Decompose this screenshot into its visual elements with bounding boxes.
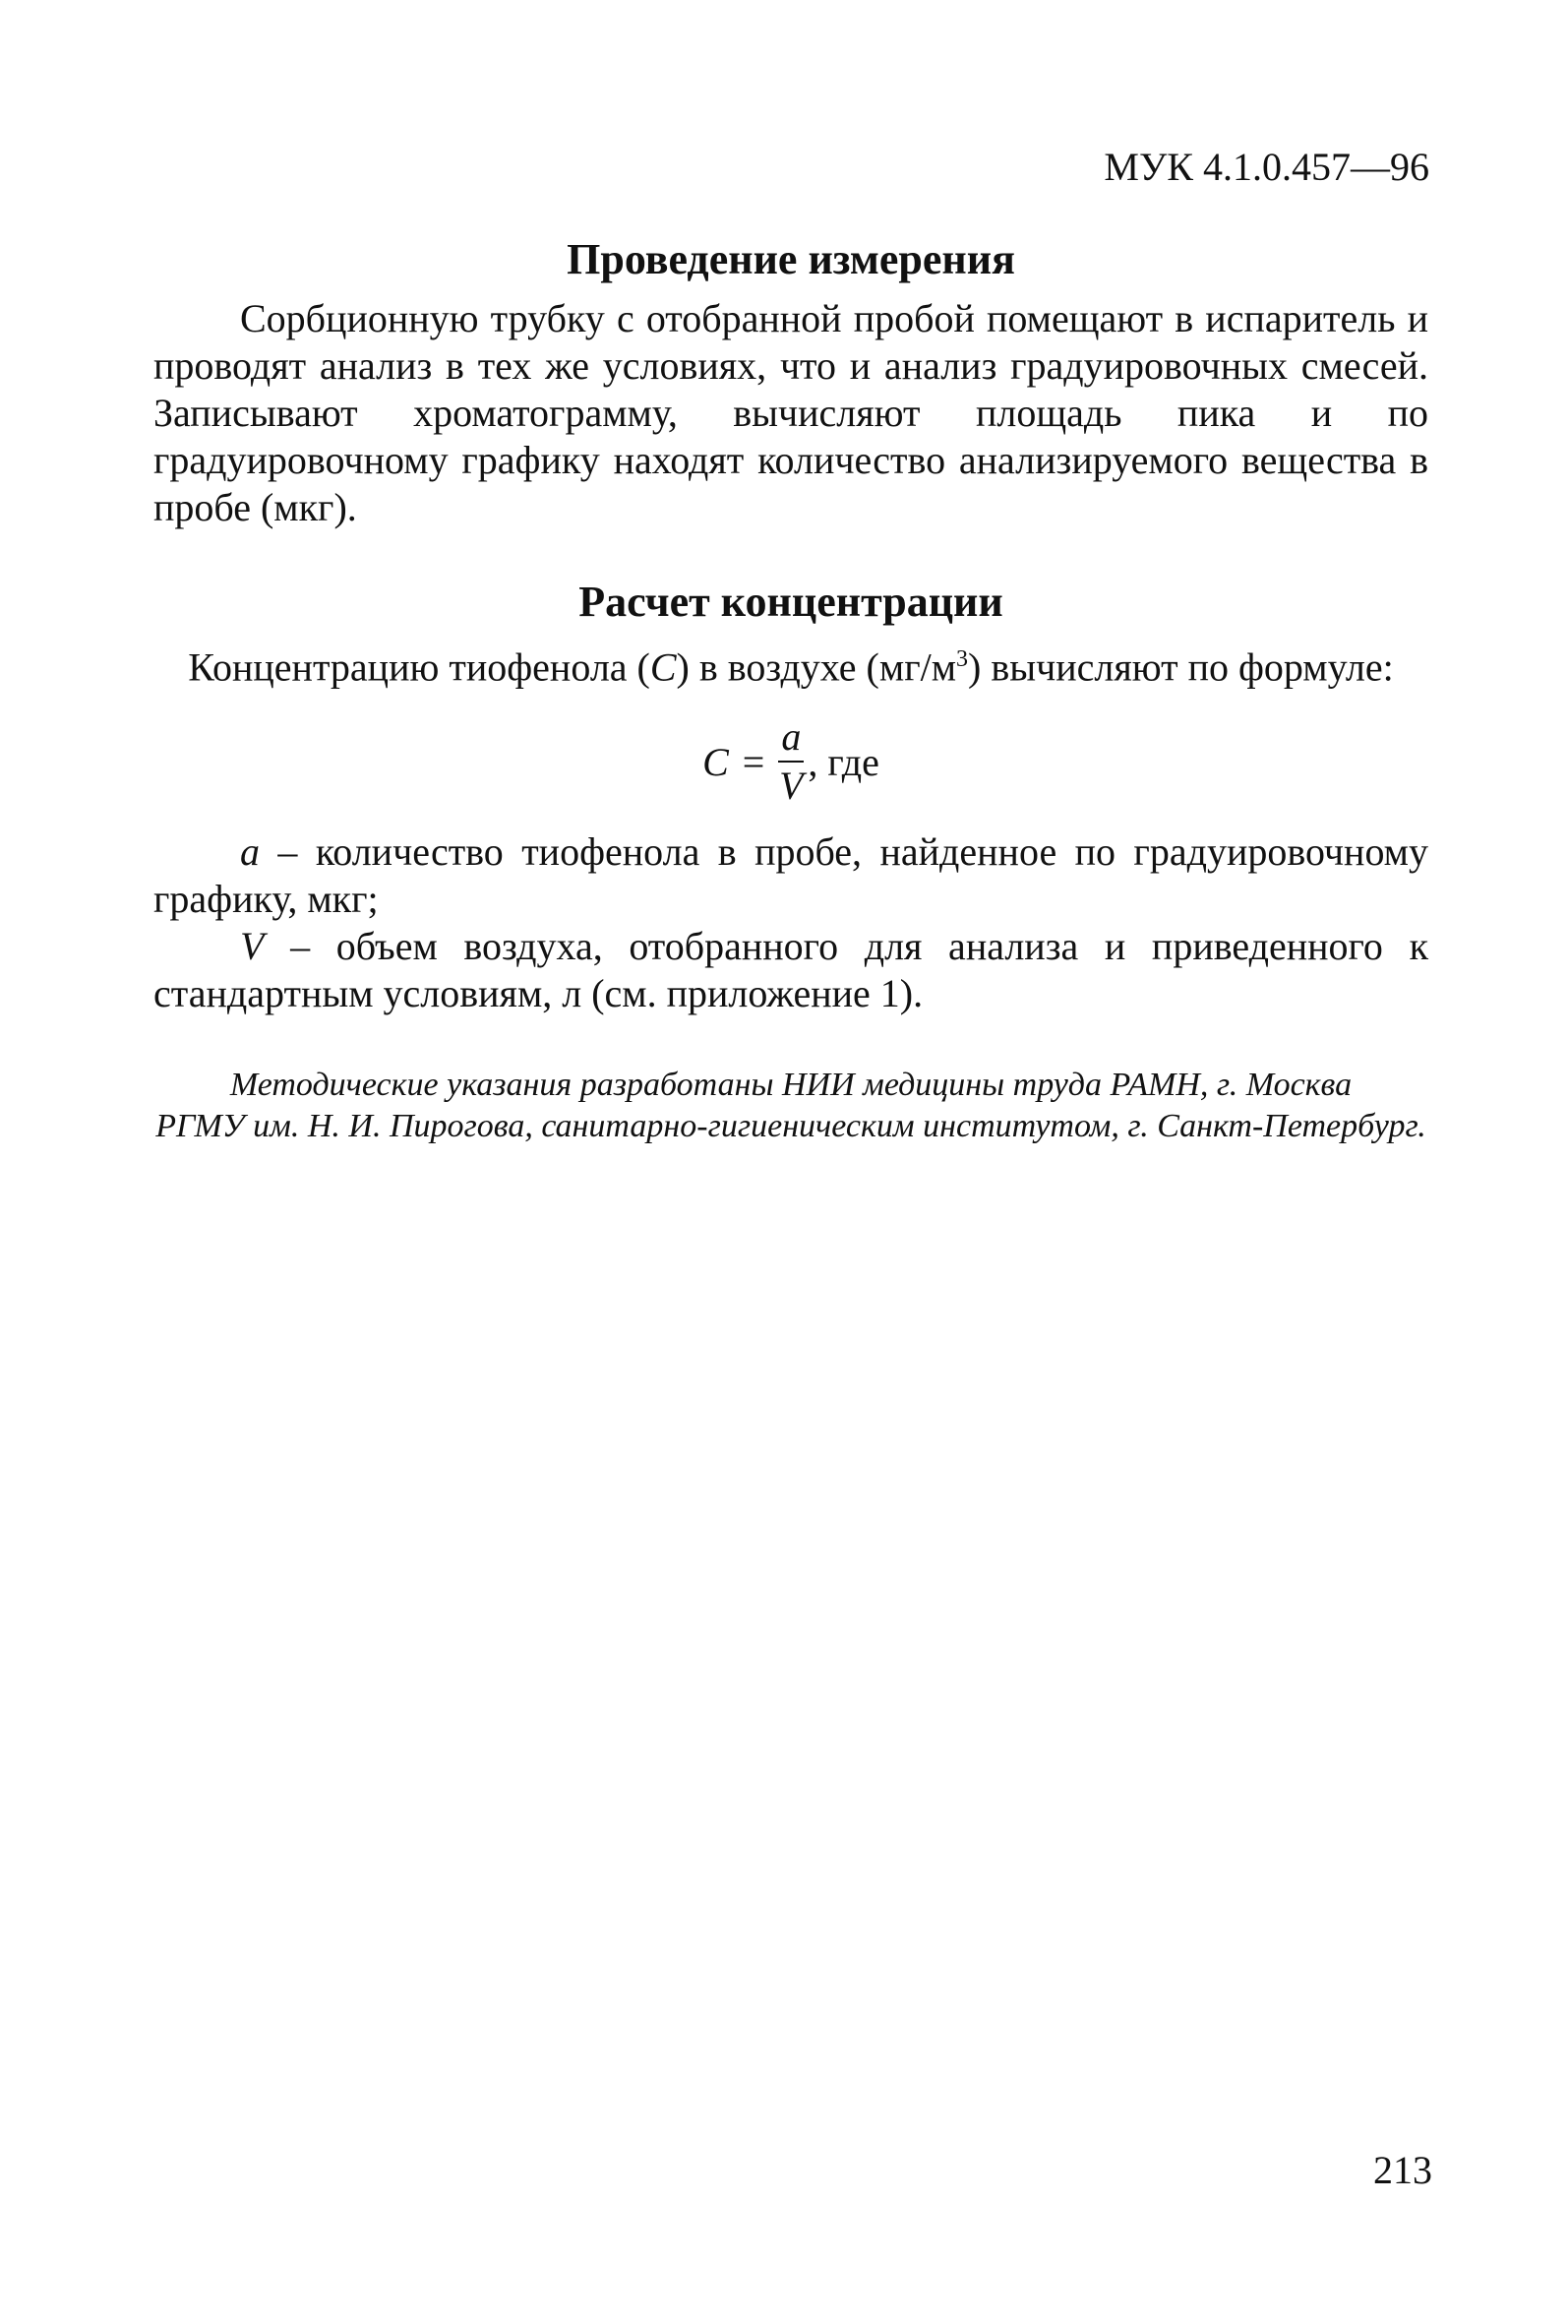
page-content — [153, 232, 1428, 1147]
intro-text-after: ) вычисляют по формуле: — [968, 644, 1394, 690]
intro-variable: С — [649, 644, 677, 690]
definition-symbol: V — [240, 924, 265, 969]
definition-text: – объем воздуха, отобранного для анализа и приведенного к стандартным условиям, л (см. приложение 1). — [153, 924, 1428, 1016]
footnote-line-1: Методические указания разработаны НИИ медицины труда РАМН, г. Москва — [229, 1067, 1353, 1104]
fraction-bar — [778, 761, 804, 763]
definition-symbol: а — [240, 829, 260, 875]
footnote-line-2: РГМУ им. Н. И. Пирогова, санитарно-гигиеническим институтом, г. Санкт-Петербург. — [155, 1108, 1426, 1145]
document-code: МУК 4.1.0.457—96 — [1104, 145, 1429, 189]
heading-calculation: Расчет концентрации — [578, 578, 1003, 626]
authors-footnote — [153, 1065, 1428, 1147]
formula-equals: = — [742, 739, 765, 784]
calculation-intro — [153, 636, 1428, 691]
formula-lhs: С — [702, 739, 729, 784]
intro-text-mid: ) в воздухе (мг/м — [676, 644, 957, 690]
formula-denominator: V — [779, 764, 804, 809]
heading-measurement: Проведение измерения — [567, 235, 1015, 283]
formula-numerator: a — [781, 714, 802, 760]
formula-fraction — [778, 714, 804, 809]
intro-text-before: Концентрацию тиофенола ( — [188, 644, 650, 690]
intro-superscript: 3 — [956, 646, 969, 672]
measurement-paragraph: Сорбционную трубку с отобранной пробой помещают в испаритель и проводят анализ в тех же условиях, что и анализ градуировочных смесей. Записывают хроматограмму, вычисляют площадь пика и по градуировочному графику находят количество анализируемого вещества в пробе (мкг). — [153, 296, 1428, 529]
formula-suffix: , где — [808, 739, 879, 784]
page-number: 213 — [1373, 2148, 1432, 2192]
definition-a — [153, 828, 1428, 923]
formula-definitions — [153, 828, 1428, 1017]
definition-text: – количество тиофенола в пробе, найденное по градуировочному графику, мкг; — [153, 829, 1428, 922]
definition-v — [153, 923, 1428, 1017]
concentration-formula — [153, 714, 1428, 809]
